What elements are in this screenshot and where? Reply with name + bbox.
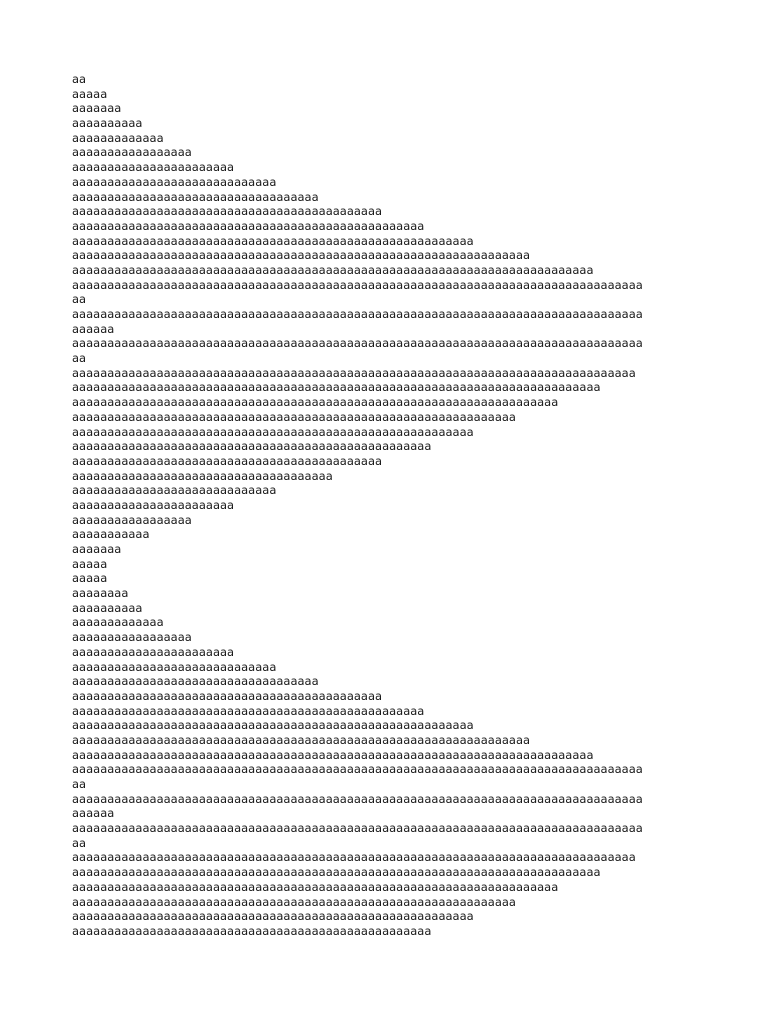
text-line: aaaaaaaaaaaaaaaaaaaaaaaaaaaaaaaaaaaaaaaaaaaaaaaaaaa: [72, 923, 432, 938]
text-line: aaaaaaaa: [72, 586, 129, 601]
text-line: aaaaaaaaaaaaaaaaaaaaaaaaaaaaa: [72, 174, 277, 189]
text-line: aaaaaaaaaaaaaaaaaaaaaaaaaaaaaaaaaaaaaaaaaaaa: [72, 688, 383, 703]
text-line: aaaaaaaaaaaaaaaaaaaaaaaaaaaaaaaaaaaaaaaaaaaaaaaaaaaaaaaaaaaaaaa: [72, 894, 516, 909]
text-line: aaaaaaaaaaaaaaaaaaaaaaa: [72, 644, 235, 659]
text-line: aaaaaaaaaaaaaaaaaaaaaaaaaaaaaaaaaaaaaaaaaaaaaaaaaaaaaaaaaaaaaaaaaaaaaaaaaaaaaaaaa: [72, 821, 643, 836]
text-line: aa: [72, 835, 87, 850]
text-line: aaaaaaaaaaaaaaaaaaaaaaaaaaaaaaaaaaaaaaaaaaaaaaaaaaaaaaaaaaaaaaaaaaaaaaaaaaaaaaaa: [72, 850, 636, 865]
text-line: aaaaaaaaaa: [72, 116, 143, 131]
text-line: aaaaaaaaaaaaaaaaaaaaaaaaaaaaaaaaaaa: [72, 674, 319, 689]
text-line: aaaaaaaaaaaaaaaaaaaaaaaaaaaaaaaaaaaaaaaaaaaa: [72, 204, 383, 219]
text-line: aaaaaaaaaaaaaaaaaaaaaaaaaaaaaaaaaaaaaaaaaaaaaaaaaaaaaaaaaaaaaaaaaaaaaaaaaaa: [72, 865, 601, 880]
text-line: aaaaaaaaaaaaaaaaaaaaaaaaaaaaaaaaaaa: [72, 189, 319, 204]
text-line: aa: [72, 72, 87, 86]
text-line: aaaaaaaaaaaaaaaaa: [72, 512, 192, 527]
text-line: aaaaaaaaaaaaaaaaaaaaaaaaaaaaaaaaaaaaaaaaaaaa: [72, 453, 383, 468]
text-line: aaaaaaaaaaaaaaaaaaaaaaaaaaaaaaaaaaaaaaaaaaaaaaaaaaaaaaaaaaaaaaaaaaaaaaaaaaaaaaaaa: [72, 307, 643, 321]
text-line: aaaaaa: [72, 321, 115, 336]
text-line: aaaaa: [72, 571, 108, 586]
text-line: aa: [72, 351, 87, 366]
text-line: aaaaaaaaaaaaaaaaa: [72, 145, 192, 160]
text-line: aa: [72, 777, 87, 791]
text-line: aaaaaaaaaaaaa: [72, 130, 164, 145]
text-line: aaaaaaaaaaaaaaaaaaaaaaaaaaaaa: [72, 483, 277, 498]
text-line: aaaaaa: [72, 806, 115, 821]
text-line: aaaaaaaaaaaaaaaaaaaaaaaaaaaaaaaaaaaaaaaaaaaaaaaaaaaaaaaaaaaaaaaaaaaaaaaaaaaaaaaa: [72, 365, 636, 380]
text-line: aaaaaaaaaaaaaaaaaaaaaaaaaaaaaaaaaaaaaaaaaaaaaaaaaa: [72, 218, 425, 233]
text-line: aaaaaaaaaaaaa: [72, 615, 164, 630]
text-line: aaaaaaaaaaaaaaaaaaaaaaaaaaaaaaaaaaaaaaaaaaaaaaaaaaa: [72, 439, 432, 454]
text-line: aaaaaaaaaaaaaaaaaaaaaaaaaaaaaaaaaaaaaaaaaaaaaaaaaaaaaaaaaaaaaaaaaaaaa: [72, 879, 559, 894]
text-line: aaaaaaa: [72, 101, 122, 116]
text-line: aa: [72, 292, 87, 307]
text-line: aaaaaaaaaaaaaaaaaaaaaaaaaaaaaaaaaaaaaaaaaaaaaaaaaaaaaaaaaaaaaaa: [72, 409, 516, 424]
text-line: aaaaaaaaaaaaaaaaaaaaaaaaaaaaaaaaaaaaaaaaaaaaaaaaaaaaaaaaaaaaaaaaaaaaaaaaaaaaaaaaa: [72, 336, 643, 351]
text-line: aaaaaaaaaaaaaaaaaaaaaaaaaaaaaaaaaaaaaaaaaaaaaaaaaaaaaaaaaaaaaaaaaaaaaaaaaaaaaaaaa: [72, 762, 643, 777]
text-line: aaaaa: [72, 556, 108, 571]
document-body: [72, 72, 712, 939]
text-line: aaaaaaaaaaaaaaaaaaaaaaaaaaaaaaaaaaaaaaaaaaaaaaaaaaaaaaaaa: [72, 424, 474, 439]
text-line: aaaaaaaaaaa: [72, 527, 150, 542]
text-line: aaaaaaaaaaaaaaaaaaaaaaaaaaaaaaaaaaaaaaaaaaaaaaaaaa: [72, 703, 425, 718]
text-line: aaaaaaaaaaaaaaaaaaaaaaaaaaaaaaaaaaaaaaaaaaaaaaaaaaaaaaaaa: [72, 909, 474, 924]
text-line: aaaaaaaaaaaaaaaaaaaaaaaaaaaaaaaaaaaaaaaaaaaaaaaaaaaaaaaaaaaaaaaaa: [72, 248, 531, 263]
text-line: aaaaaaaaaaaaaaaaa: [72, 630, 192, 645]
text-line: aaaaaaaaaaaaaaaaaaaaaaa: [72, 160, 235, 175]
text-line: aaaaaaaaaaaaaaaaaaaaaaaaaaaaaaaaaaaaaaaaaaaaaaaaaaaaaaaaaaaaaaaaaaaaa: [72, 395, 559, 410]
text-line: aaaaaaaaaaaaaaaaaaaaaaaaaaaaaaaaaaaaa: [72, 468, 333, 483]
text-line: aaaaaaaaaaaaaaaaaaaaaaaaaaaaa: [72, 659, 277, 674]
text-line: aaaaaaaaaaaaaaaaaaaaaaa: [72, 497, 235, 512]
text-line: aaaaaaaaaaaaaaaaaaaaaaaaaaaaaaaaaaaaaaaaaaaaaaaaaaaaaaaaa: [72, 233, 474, 248]
text-line: aaaaaaaaaaaaaaaaaaaaaaaaaaaaaaaaaaaaaaaaaaaaaaaaaaaaaaaaaaaaaaaaaaaaaaaaaaaaaaaaa: [72, 277, 643, 292]
text-line: aaaaaaa: [72, 542, 122, 556]
text-line: aaaaaaaaaaaaaaaaaaaaaaaaaaaaaaaaaaaaaaaaaaaaaaaaaaaaaaaaa: [72, 718, 474, 733]
text-line: aaaaaaaaaa: [72, 600, 143, 615]
text-line: aaaaaaaaaaaaaaaaaaaaaaaaaaaaaaaaaaaaaaaaaaaaaaaaaaaaaaaaaaaaaaaaaaaaaaaaaa: [72, 262, 594, 277]
text-line: aaaaa: [72, 86, 108, 101]
text-line: aaaaaaaaaaaaaaaaaaaaaaaaaaaaaaaaaaaaaaaaaaaaaaaaaaaaaaaaaaaaaaaaaaaaaaaaaaa: [72, 380, 601, 395]
text-line: aaaaaaaaaaaaaaaaaaaaaaaaaaaaaaaaaaaaaaaaaaaaaaaaaaaaaaaaaaaaaaaaa: [72, 732, 531, 747]
text-line: aaaaaaaaaaaaaaaaaaaaaaaaaaaaaaaaaaaaaaaaaaaaaaaaaaaaaaaaaaaaaaaaaaaaaaaaaaaaaaaaa: [72, 791, 643, 806]
text-line: aaaaaaaaaaaaaaaaaaaaaaaaaaaaaaaaaaaaaaaaaaaaaaaaaaaaaaaaaaaaaaaaaaaaaaaaaa: [72, 747, 594, 762]
